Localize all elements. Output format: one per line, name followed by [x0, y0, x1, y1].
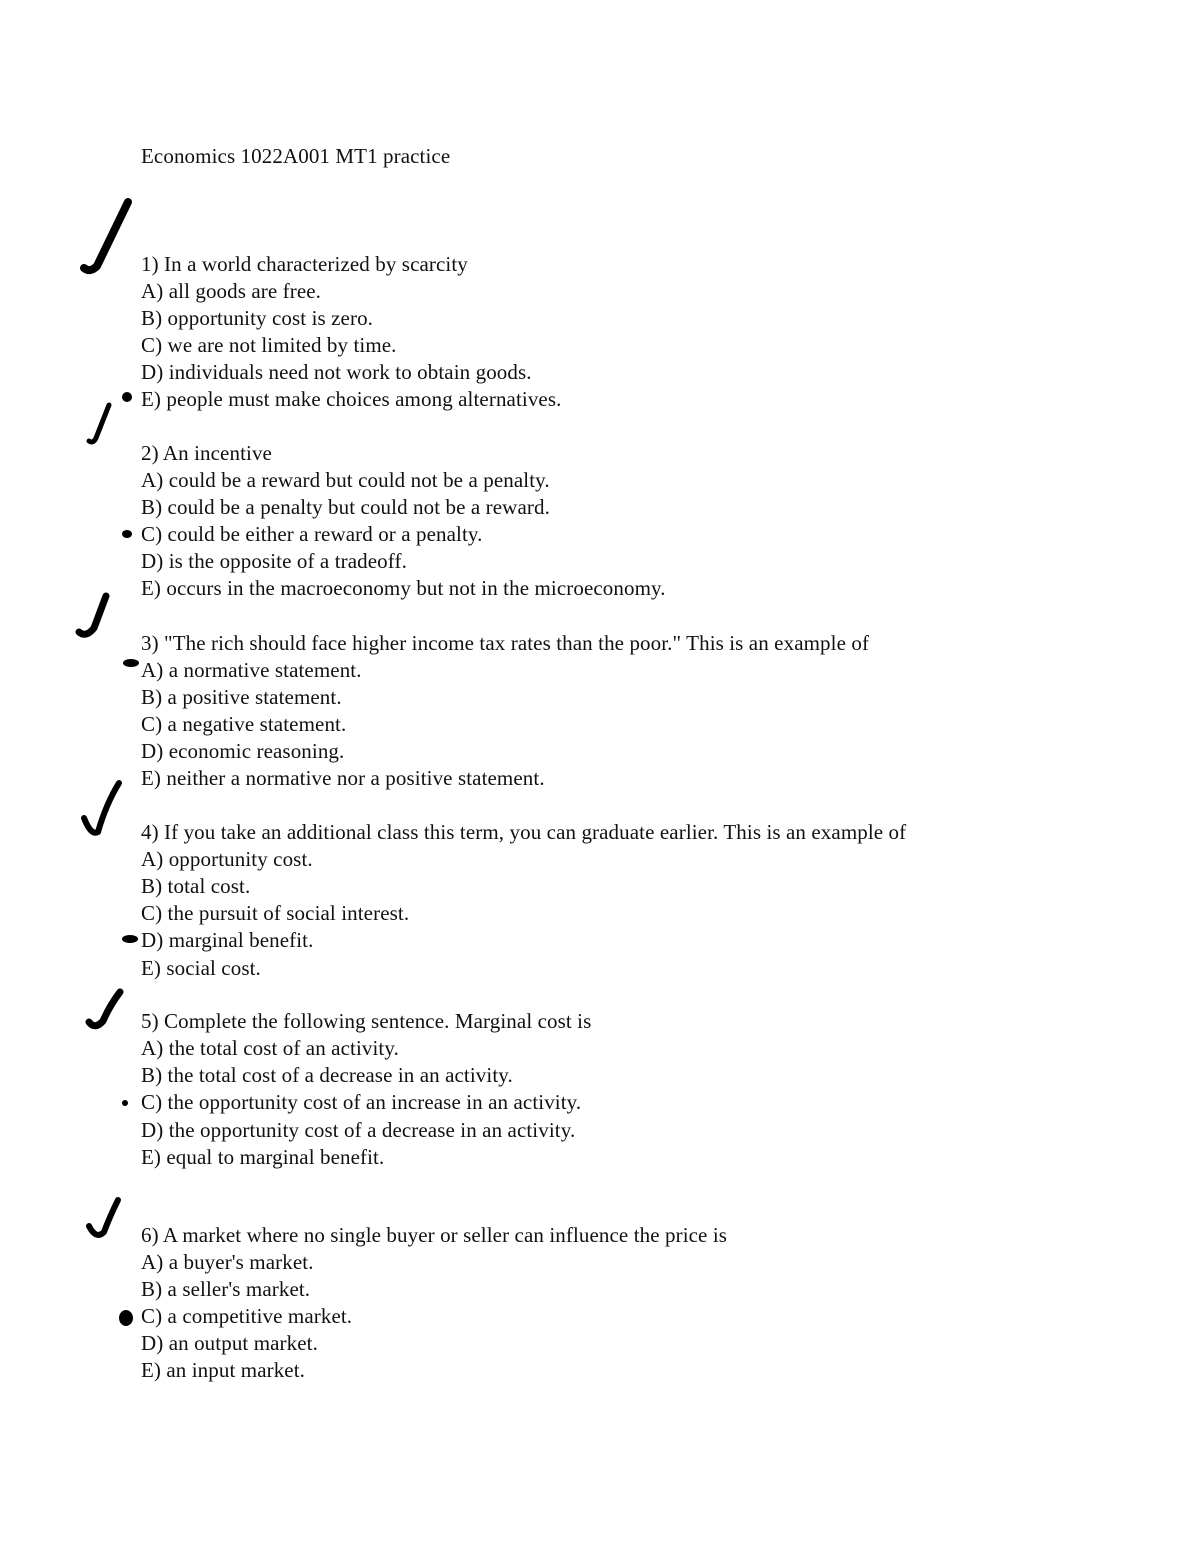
question-5-option-b: B) the total cost of a decrease in an activity.: [141, 1063, 513, 1087]
question-5-option-c: C) the opportunity cost of an increase in an activity.: [141, 1090, 582, 1114]
question-5-stem: 5) Complete the following sentence. Marginal cost is: [141, 1009, 592, 1033]
question-4-option-b: B) total cost.: [141, 874, 251, 898]
question-3-option-c: C) a negative statement.: [141, 712, 347, 736]
question-5-option-d: D) the opportunity cost of a decrease in an activity.: [141, 1118, 576, 1142]
question-4-option-e: E) social cost.: [141, 956, 261, 980]
question-4-stem: 4) If you take an additional class this term, you can graduate earlier. This is an example of: [141, 820, 907, 844]
question-2-option-e: E) occurs in the macroeconomy but not in the microeconomy.: [141, 576, 666, 600]
question-1-option-c: C) we are not limited by time.: [141, 333, 397, 357]
checkmark-icon: [79, 596, 106, 634]
question-3-stem: 3) "The rich should face higher income tax rates than the poor." This is an example of: [141, 631, 870, 655]
checkmark-icon: [84, 783, 119, 833]
checkmark-icon: [84, 202, 128, 270]
question-5-option-e: E) equal to marginal benefit.: [141, 1145, 385, 1169]
question-1-option-e: E) people must make choices among alternatives.: [141, 387, 562, 411]
question-1-option-a: A) all goods are free.: [141, 279, 322, 303]
question-4-option-a: A) opportunity cost.: [141, 847, 313, 871]
answer-dot-icon: [122, 530, 132, 538]
answer-dot-icon: [122, 935, 138, 943]
document-title: Economics 1022A001 MT1 practice: [141, 144, 451, 168]
question-1-option-b: B) opportunity cost is zero.: [141, 306, 374, 330]
question-3-option-b: B) a positive statement.: [141, 685, 342, 709]
question-6-stem: 6) A market where no single buyer or seller can influence the price is: [141, 1223, 728, 1247]
question-4-option-d: D) marginal benefit.: [141, 928, 314, 952]
question-6-option-e: E) an input market.: [141, 1358, 306, 1382]
question-3-option-d: D) economic reasoning.: [141, 739, 345, 763]
question-2-option-a: A) could be a reward but could not be a penalty.: [141, 468, 550, 492]
question-2-option-d: D) is the opposite of a tradeoff.: [141, 549, 407, 573]
question-1-option-d: D) individuals need not work to obtain goods.: [141, 360, 532, 384]
question-4-option-c: C) the pursuit of social interest.: [141, 901, 410, 925]
question-1-stem: 1) In a world characterized by scarcity: [141, 252, 468, 276]
answer-dot-icon: [122, 1100, 128, 1106]
checkmark-icon: [89, 1200, 118, 1235]
question-6-option-d: D) an output market.: [141, 1331, 318, 1355]
question-2-stem: 2) An incentive: [141, 441, 272, 465]
question-6-option-b: B) a seller's market.: [141, 1277, 311, 1301]
question-3-option-e: E) neither a normative nor a positive statement.: [141, 766, 545, 790]
question-2-option-b: B) could be a penalty but could not be a reward.: [141, 495, 550, 519]
answer-dot-icon: [122, 392, 132, 402]
question-6-option-a: A) a buyer's market.: [141, 1250, 314, 1274]
question-6-option-c: C) a competitive market.: [141, 1304, 353, 1328]
answer-dot-icon: [123, 659, 139, 667]
checkmark-icon: [89, 992, 120, 1026]
question-2-option-c: C) could be either a reward or a penalty.: [141, 522, 483, 546]
answer-dot-icon: [119, 1310, 133, 1326]
question-5-option-a: A) the total cost of an activity.: [141, 1036, 399, 1060]
question-3-option-a: A) a normative statement.: [141, 658, 362, 682]
checkmark-icon: [89, 405, 109, 442]
